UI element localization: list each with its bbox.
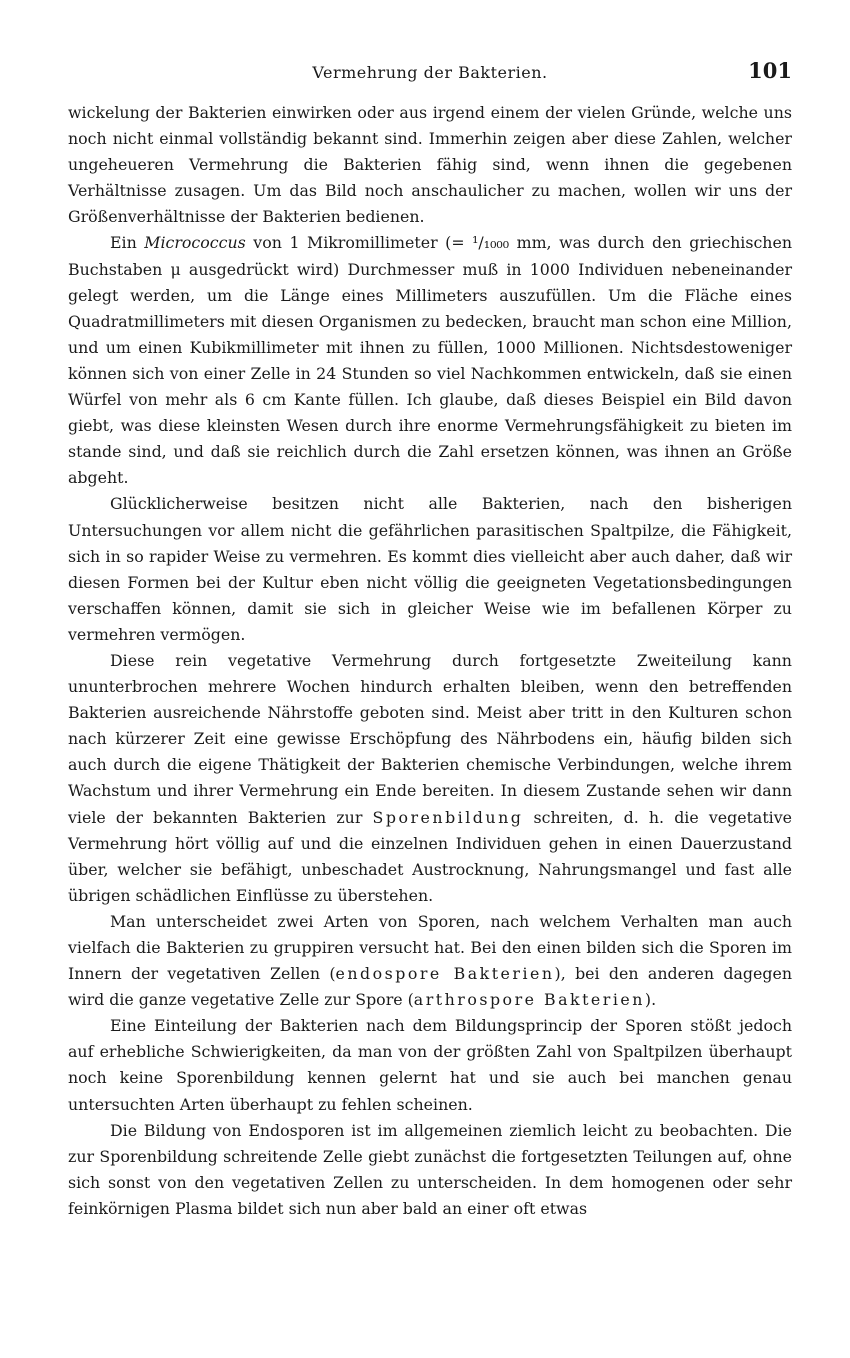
page-number: 101 (748, 58, 792, 83)
paragraph (68, 1118, 792, 1222)
paragraph (68, 648, 792, 909)
text-run: Diese rein vegetative Vermehrung durch fortgesetzte Zweiteilung kann ununterbrochen mehrere Wochen hindurch erhalten bleiben, wenn den betreffenden Bakterien ausreichende Nährstoffe geboten sind. Meist aber tritt in den Kulturen schon nach kürzerer Zeit eine gewisse Erschöpfung des Nährbodens ein, häufig bilden sich auch durch die eigene Thätigkeit der Bakterien chemische Verbindungen, welche ihrem Wachstum und ihrer Vermehrung ein Ende bereiten. In diesem Zustande sehen wir dann viele der bekannten Bakterien zur (68, 650, 792, 827)
text-run: Glücklicherweise besitzen nicht alle Bakterien, nach den bisherigen Untersuchungen vor allem nicht die gefährlichen parasitischen Spaltpilze, die Fähigkeit, sich in so rapider Weise zu vermehren. Es kommt dies vielleicht aber auch daher, daß wir diesen Formen bei der Kultur eben nicht völlig die geeigneten Vegetationsbedingungen verschaffen können, damit sie sich in gleicher Weise wie im befallenen Körper zu vermehren vermögen. (68, 494, 792, 644)
text-run: schreiten, d. h. die vegetative Vermehrung hört völlig auf und die einzelnen Individuen gehen in einen Dauerzustand über, welcher sie befähigt, unbeschadet Austrocknung, Nahrungsmangel und fast alle übrigen schädlichen Einflüsse zu überstehen. (68, 807, 793, 905)
text-run: von 1 Mikromillimeter (= ¹/₁₀₀₀ mm, was durch den griechischen Buchstaben μ ausgedrückt wird) Durchmesser muß in 1000 Individuen nebeneinander gelegt werden, um die Länge eines Millimeters auszufüllen. Um die Fläche eines Quadratmillimeters mit diesen Organismen zu bedecken, braucht man schon eine Million, und um einen Kubikmillimeter mit ihnen zu füllen, 1000 Millionen. Nichtsdestoweniger können sich von einer Zelle in 24 Stunden so viel Nachkommen entwickeln, daß sie einen Würfel von mehr als 6 cm Kante füllen. Ich glaube, daß dieses Beispiel ein Bild davon giebt, was diese kleinsten Wesen durch ihre enorme Vermehrungsfähigkeit zu bieten im stande sind, und daß sie reichlich durch die Zahl ersetzen können, was ihnen an Größe abgeht. (68, 233, 792, 488)
running-head-title: Vermehrung der Bakterien. (312, 63, 548, 82)
text-run: ). (644, 990, 657, 1010)
spaced-emphasis: Sporenbildung (372, 807, 524, 827)
text-run: Eine Einteilung der Bakterien nach dem Bildungsprincip der Sporen stößt jedoch auf erhebliche Schwierigkeiten, da man von der größten Zahl von Spaltpilzen überhaupt noch keine Sporenbildung kennen gelernt hat und sie auch bei manchen genau untersuchten Arten überhaupt zu fehlen scheinen. (68, 1016, 792, 1114)
text-run: wickelung der Bakterien einwirken oder aus irgend einem der vielen Gründe, welche uns noch nicht einmal vollständig bekannt sind. Immerhin zeigen aber diese Zahlen, welcher ungeheueren Vermehrung die Bakterien fähig sind, wenn ihnen die gegebenen Verhältnisse zusagen. Um das Bild noch anschaulicher zu machen, wollen wir uns der Größenverhältnisse der Bakterien bedienen. (68, 103, 792, 227)
paragraph (68, 100, 792, 230)
text-run: Ein (110, 233, 145, 253)
paragraph (68, 909, 792, 1013)
text-run: ), bei den anderen dagegen wird die ganze vegetative Zelle zur Spore ( (68, 964, 792, 1010)
spaced-emphasis: endospore Bakterien (335, 964, 555, 984)
paragraph (68, 230, 792, 491)
running-head (68, 58, 792, 88)
text-run: Die Bildung von Endosporen ist im allgemeinen ziemlich leicht zu beobachten. Die zur Sporenbildung schreitende Zelle giebt zunächst die fortgesetzten Teilungen auf, ohne sich sonst von den vegetativen Zellen zu unterscheiden. In dem homogenen oder sehr feinkörnigen Plasma bildet sich nun aber bald an einer oft etwas (68, 1120, 792, 1218)
spaced-emphasis: arthrospore Bakterien (413, 990, 645, 1010)
text-run: Man unterscheidet zwei Arten von Sporen, nach welchem Verhalten man auch vielfach die Bakterien zu gruppiren versucht hat. Bei den einen bilden sich die Sporen im Innern der vegetativen Zellen ( (68, 911, 792, 984)
body-text (68, 100, 792, 1222)
italic-term: Micrococcus (144, 233, 246, 253)
paragraph (68, 491, 792, 648)
paragraph (68, 1013, 792, 1117)
